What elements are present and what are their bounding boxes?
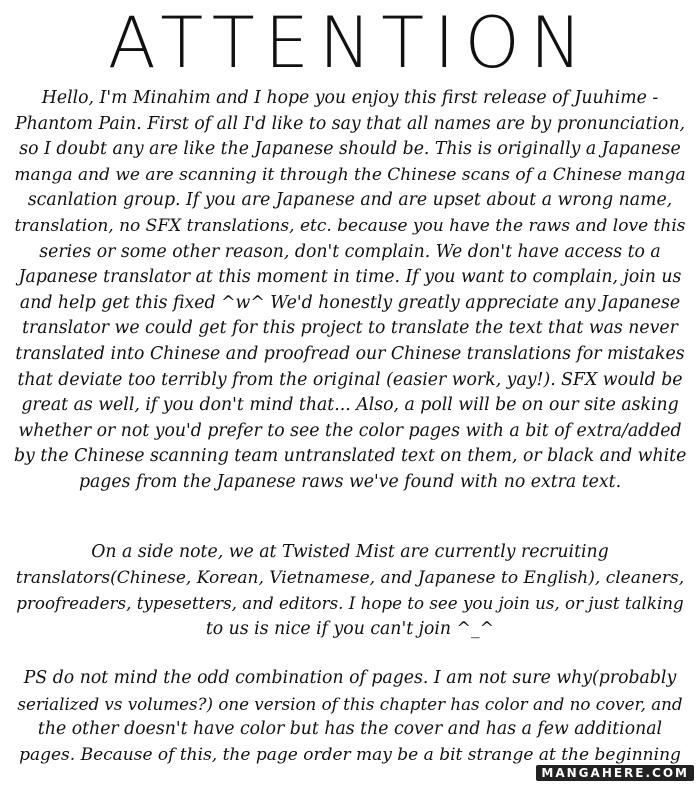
text-line: the other doesn't have color but has the cover and has a few additional [37, 719, 663, 740]
text-line: so I doubt any are like the Japanese should be. This is originally a Japanese [19, 139, 681, 160]
text-line: series or some other reason, don't complain. We don't have access to a [39, 241, 661, 262]
site-watermark: MANGAHERE.COM [536, 765, 694, 781]
page-title: ATTENTION [107, 2, 593, 84]
text-line: translators(Chinese, Korean, Vietnamese, and Japanese to English), cleaners, [15, 567, 685, 588]
text-line: scanlation group. If you are Japanese and are upset about a wrong name, [27, 190, 673, 211]
postscript-paragraph [14, 666, 686, 768]
text-line: PS do not mind the odd combination of pages. I am not sure why(probably [23, 668, 677, 688]
text-line: translator we could get for this project to translate the text that was never [22, 318, 678, 339]
text-line: pages. Because of this, the page order may be a bit strange at the beginning [19, 744, 681, 765]
text-line: serialized vs volumes?) one version of this chapter has color and no cover, and [17, 693, 683, 714]
text-line: translated into Chinese and proofread our Chinese translations for mistakes [15, 343, 685, 364]
text-line: to us is nice if you can't join ^_^ [205, 618, 495, 639]
text-line: great as well, if you don't mind that... Also, a poll will be on our site asking [21, 395, 679, 416]
intro-paragraph [14, 86, 686, 496]
text-line: whether or not you'd prefer to see the color pages with a bit of extra/added [18, 420, 682, 441]
text-line: pages from the Japanese raws we've found with no extra text. [78, 471, 622, 492]
text-line: On a side note, we at Twisted Mist are currently recruiting [91, 542, 609, 562]
text-line: Japanese translator at this moment in time. If you want to complain, join us [18, 267, 682, 288]
text-line: Hello, I'm Minahim and I hope you enjoy this first release of Juuhime - [41, 88, 659, 108]
text-line: and help get this fixed ^w^ We'd honestly greatly appreciate any Japanese [19, 292, 681, 313]
text-line: proofreaders, typesetters, and editors. I hope to see you join us, or just talking [16, 593, 684, 614]
text-line: by the Chinese scanning team untranslated text on them, or black and white [14, 446, 687, 467]
text-line: manga and we are scanning it through the Chinese scans of a Chinese manga [14, 164, 686, 185]
text-line: that deviate too terribly from the original (easier work, yay!). SFX would be [17, 369, 683, 390]
recruiting-paragraph [14, 540, 686, 642]
text-line: translation, no SFX translations, etc. because you have the raws and love this [14, 215, 686, 236]
text-line: Phantom Pain. First of all I'd like to say that all names are by pronunciation, [15, 113, 685, 134]
